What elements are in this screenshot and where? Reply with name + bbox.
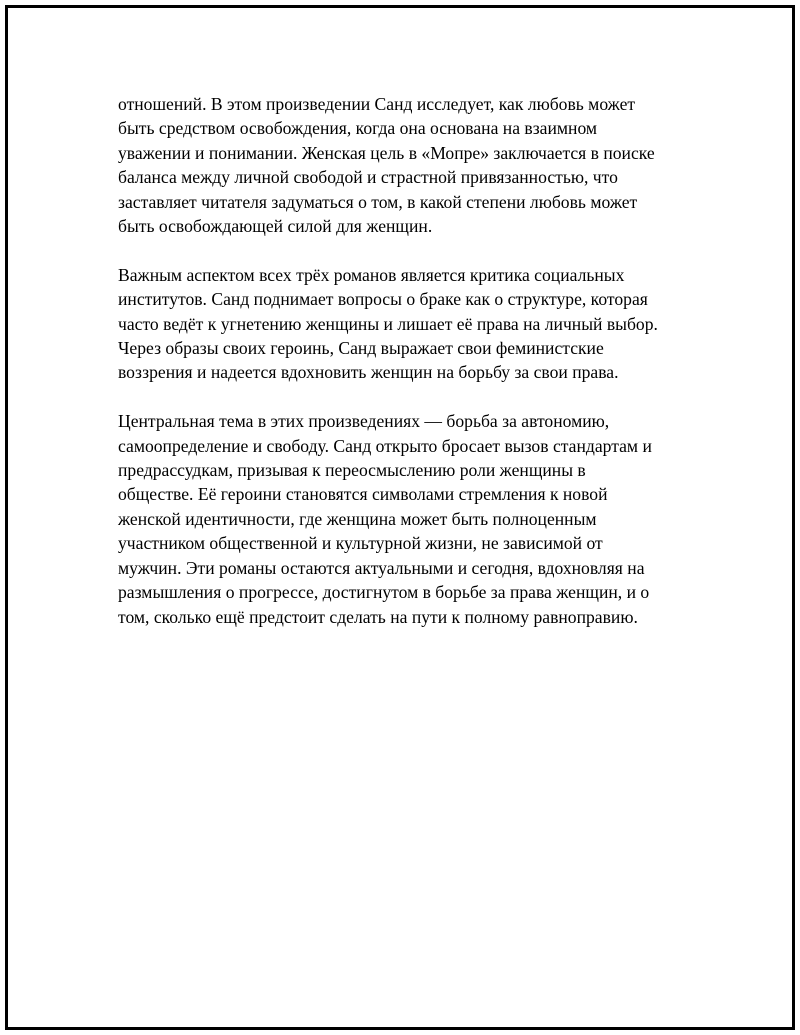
text-line: быть средством освобождения, когда она основана на взаимном	[118, 118, 598, 139]
text-line: самоопределение и свободу. Санд открыто бросает вызов стандартам и	[118, 435, 652, 456]
text-line: часто ведёт к угнетению женщины и лишает её права на личный выбор.	[118, 313, 658, 334]
text-line: обществе. Её героини становятся символами стремления к новой	[118, 484, 608, 505]
text-line: отношений. В этом произведении Санд исследует, как любовь может	[118, 94, 636, 114]
text-line: предрассудкам, призывая к переосмыслению роли женщины в	[118, 460, 586, 481]
text-line: воззрения и надеется вдохновить женщин на борьбу за свои права.	[118, 362, 619, 383]
text-line: том, сколько ещё предстоит сделать на пути к полному равноправию.	[118, 606, 638, 627]
text-line: баланса между личной свободой и страстной привязанностью, что	[118, 167, 618, 188]
text-line: быть освобождающей силой для женщин.	[118, 216, 433, 237]
text-line: Важным аспектом всех трёх романов является критика социальных	[118, 264, 625, 285]
text-line: мужчин. Эти романы остаются актуальными и сегодня, вдохновляя на	[118, 557, 645, 578]
text-line: заставляет читателя задуматься о том, в какой степени любовь может	[118, 191, 638, 212]
text-line: размышления о прогрессе, достигнутом в борьбе за права женщин, и о	[118, 582, 650, 603]
text-line: институтов. Санд поднимает вопросы о браке как о структуре, которая	[118, 289, 648, 310]
text-line: уважении и понимании. Женская цель в «Мопре» заключается в поиске	[118, 142, 655, 163]
paragraph-1	[118, 92, 698, 238]
document-body	[118, 92, 698, 653]
text-line: женской идентичности, где женщина может быть полноценным	[118, 508, 597, 529]
text-line: Через образы своих героинь, Санд выражает свои феминистские	[118, 338, 604, 359]
text-line: Центральная тема в этих произведениях — борьба за автономию,	[118, 411, 610, 432]
paragraph-3	[118, 409, 698, 629]
paragraph-2	[118, 263, 698, 385]
text-line: участником общественной и культурной жизни, не зависимой от	[118, 533, 603, 554]
